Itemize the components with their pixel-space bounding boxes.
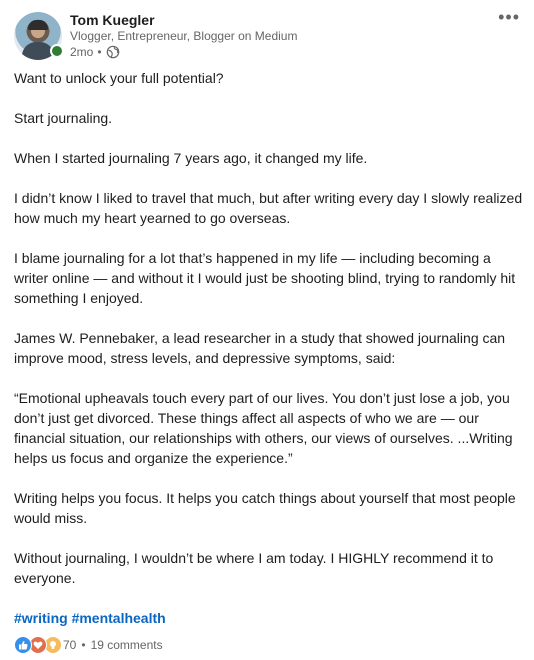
reaction-count[interactable]: 70 [63,638,77,652]
hashtag-writing[interactable]: #writing [14,610,68,626]
globe-icon [106,45,120,59]
social-counts [14,636,163,654]
hashtag-mentalhealth[interactable]: #mentalhealth [71,610,166,626]
post-paragraph: James W. Pennebaker, a lead researcher in a study that showed journaling can improve mood, stress levels, and depressive symptoms, said: [14,330,506,366]
post-paragraph: Start journaling. [14,110,113,126]
avatar-cap [28,20,48,30]
reaction-icons[interactable] [14,636,59,654]
post-paragraph: I didn’t know I liked to travel that much, but after writing every day I slowly realized how much my heart yearned to go overseas. [14,190,523,226]
post-text [14,68,524,608]
post-paragraph: When I started journaling 7 years ago, it changed my life. [14,150,368,166]
post-header [14,7,522,62]
post-paragraph: Without journaling, I wouldn’t be where I am today. I HIGHLY recommend it to everyone. [14,550,494,586]
like-icon [14,636,32,654]
online-status-icon [50,44,64,58]
post-time: 2mo [70,45,94,59]
more-horizontal-icon[interactable]: ••• [498,7,520,27]
meta-separator: • [97,45,102,59]
comments-link[interactable]: 19 comments [90,638,163,652]
author-headline: Vlogger, Entrepreneur, Blogger on Medium [70,29,298,43]
post-paragraph: “Emotional upheavals touch every part of our lives. You don’t just lose a job, you don’t just get divorced. These things affect all aspects of who we are — our financial situation, our relationships with others, our views of ourselves. ...Writing helps us focus and organize the experience.” [14,390,513,466]
post-paragraph: Writing helps you focus. It helps you catch things about yourself that most people would miss. [14,490,516,526]
social-separator: • [81,638,86,652]
author-name[interactable]: Tom Kuegler [70,12,155,28]
post-meta [70,45,120,59]
post-paragraph: I blame journaling for a lot that’s happened in my life — including becoming a writer online — and without it I would just be shooting blind, trying to randomly hit something I enjoyed. [14,250,516,306]
hashtags [14,608,166,628]
post-paragraph: Want to unlock your full potential? [14,70,224,86]
